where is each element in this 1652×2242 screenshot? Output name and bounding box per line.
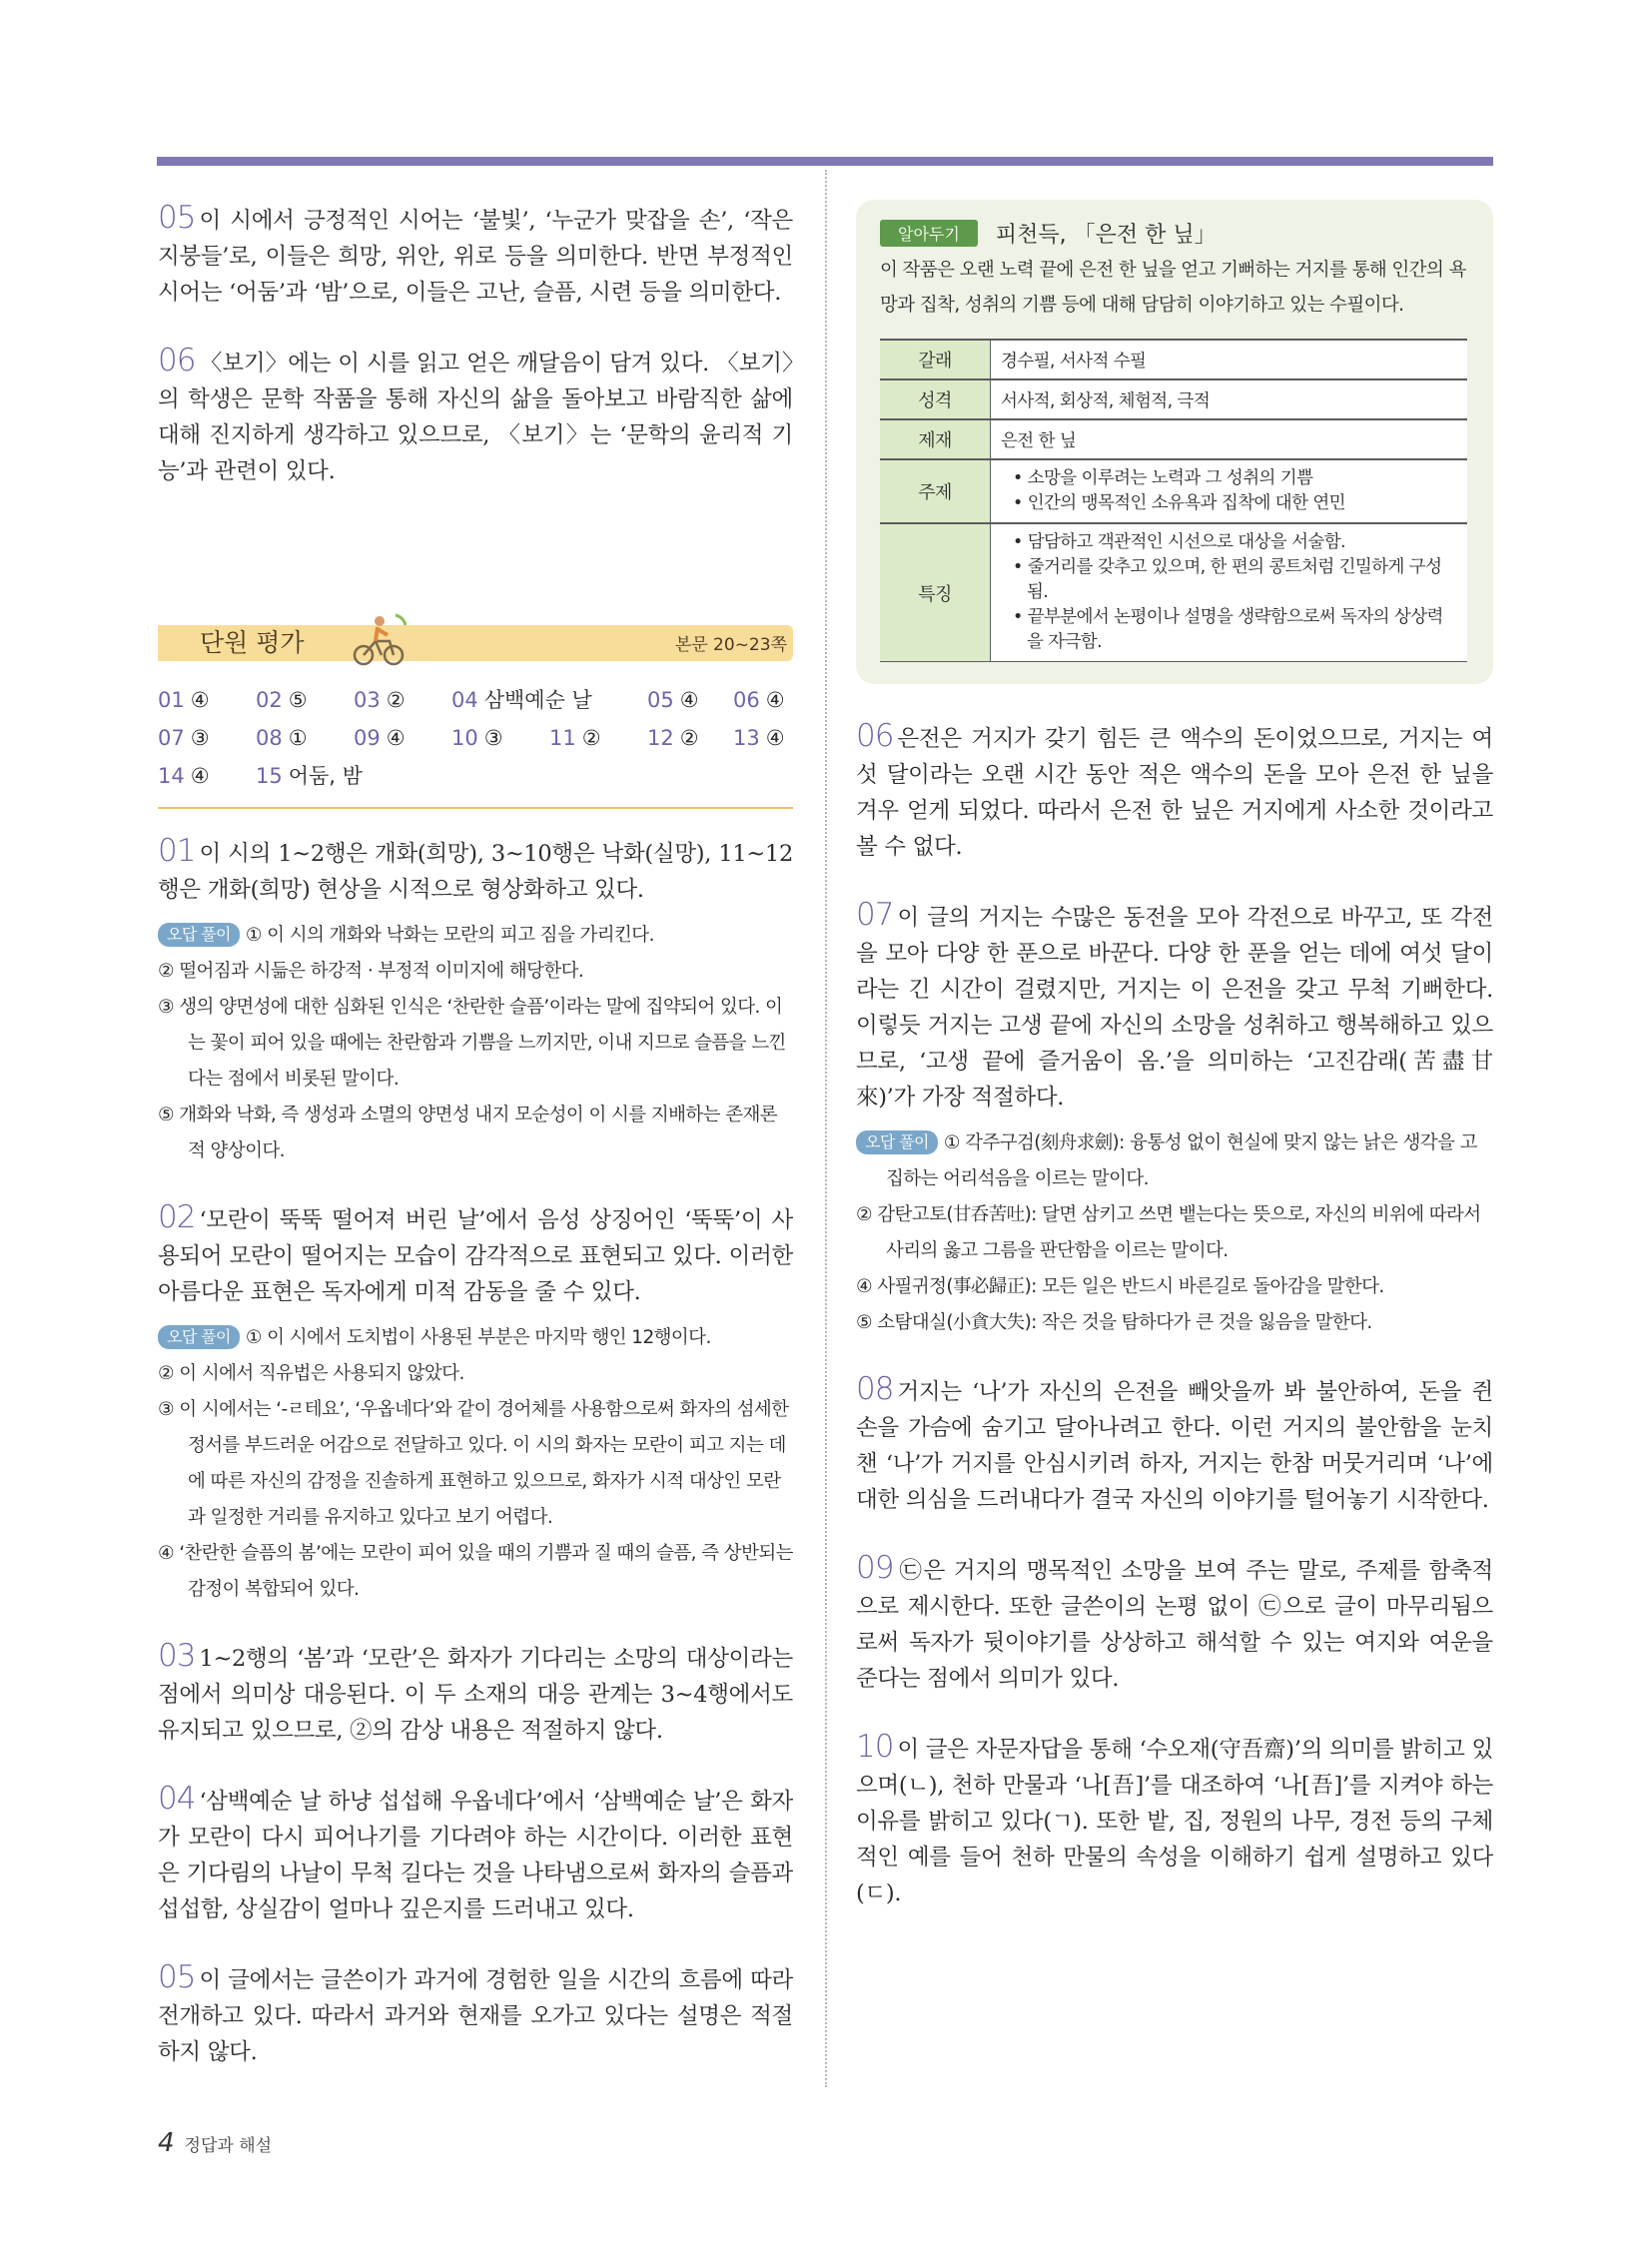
- left-column: [158, 200, 793, 2102]
- wrong-answer-notes: 오답 풀이 ① 이 시에서 도치법이 사용된 부분은 마지막 행인 12행이다. ② 이 시에서 직유법은 사용되지 않았다. ③ 이 시에서는 ‘-ㄹ테요’, ‘우옵네다’와 같이 경어체를 사용함으로써 화자의 섬세한 정서를 부드러운 어감으로 전달하고 있다. 이 시의 화자는 모란이 피고 지는 데에 따른 자신의 감정을 진솔하게 표현하고 있으므로, 화자가 시적 대상인 모란과 일정한 거리를 유지하고 있다고 보기 어렵다. ④ ‘찬란한 슬픔의 봄’에는 모란이 피어 있을 때의 기쁨과 질 때의 슬픔, 즉 상반되는 감정이 복합되어 있다.: [158, 1327, 793, 1600]
- answer-item: 06 ④: [733, 688, 785, 712]
- answer-item: 09 ④: [354, 726, 406, 750]
- wrong-answer-notes: 오답 풀이 ① 각주구검(刻舟求劍): 융통성 없이 현실에 맞지 않는 낡은 생각을 고집하는 어리석음을 이르는 말이다. ② 감탄고토(甘呑苦吐): 달면 삼키고 쓰면 뱉는다는 뜻으로, 자신의 비위에 따라서 사리의 옳고 그름을 판단함을 이르는 말이다. ④ 사필귀정(事必歸正): 모든 일은 반드시 바른길로 돌아감을 말한다. ⑤ 소탐대실(小貪大失): 작은 것을 탐하다가 큰 것을 잃음을 말한다.: [856, 1132, 1481, 1333]
- answer-row: [158, 681, 793, 719]
- answer-item: 10 ③: [451, 726, 503, 750]
- answer-paragraph: 08 거지는 ‘나’가 자신의 은전을 빼앗을까 봐 불안하여, 돈을 쥔 손을 가슴에 숨기고 달아나려고 한다. 이런 거지의 불안함을 눈치챈 ‘나’가 거지를 안심시키려 하자, 거지는 한참 머뭇거리며 ‘나’에 대한 의심을 드러내다가 결국 자신의 이야기를 털어놓기 시작한다.: [856, 1371, 1493, 1513]
- answer-item: 02 ⑤: [256, 688, 308, 712]
- page-footer: [158, 2128, 272, 2158]
- answer-item: 08 ①: [256, 726, 308, 750]
- answer-paragraph: 01 이 시의 1~2행은 개화(희망), 3~10행은 낙화(실망), 11~12행은 개화(희망) 현상을 시적으로 형상화하고 있다.: [158, 833, 793, 903]
- table-row: 갈래 경수필, 서사적 수필: [880, 340, 1467, 379]
- wrong-answer-notes: 오답 풀이 ① 이 시의 개화와 낙화는 모란의 피고 짐을 가리킨다. ② 떨어짐과 시듦은 하강적 · 부정적 이미지에 해당한다. ③ 생의 양면성에 대한 심화된 인식은 ‘찬란한 슬픔’이라는 말에 집약되어 있다. 이는 꽃이 피어 있을 때에는 찬란함과 기쁨을 느끼지만, 이내 지므로 슬픔을 느낀다는 점에서 비롯된 말이다. ⑤ 개화와 낙화, 즉 생성과 소멸의 양면성 내지 모순성이 이 시를 지배하는 존재론적 양상이다.: [158, 925, 786, 1161]
- info-box: [856, 200, 1493, 684]
- answer-paragraph: 02 ‘모란이 뚝뚝 떨어져 버린 날’에서 음성 상징어인 ‘뚝뚝’이 사용되어 모란이 떨어지는 모습이 감각적으로 표현되고 있다. 이러한 아름다운 표현은 독자에게 미적 감동을 줄 수 있다.: [158, 1199, 793, 1305]
- wrong-answer-tag: 오답 풀이: [158, 1325, 240, 1349]
- answer-item: 05 ④: [647, 688, 699, 712]
- answer-item: 01 ④: [158, 688, 210, 712]
- column-divider: [825, 170, 827, 2087]
- table-row: 특징 • 담담하고 객관적인 시선으로 대상을 서술함. • 줄거리를 갖추고 있으며, 한 편의 콩트처럼 긴밀하게 구성됨. • 끝부분에서 논평이나 설명을 생략함으로써 독자의 상상력을 자극함.: [880, 523, 1467, 662]
- work-info-table: [880, 339, 1467, 662]
- unit-test-banner: [158, 609, 793, 667]
- answer-paragraph: 10 이 글은 자문자답을 통해 ‘수오재(守吾齋)’의 의미를 밝히고 있으며(ㄴ), 천하 만물과 ‘나[吾]’를 대조하여 ‘나[吾]’를 지켜야 하는 이유를 밝히고 있다(ㄱ). 또한 밭, 집, 정원의 나무, 경전 등의 구체적인 예를 들어 천하 만물의 속성을 이해하기 쉽게 설명하고 있다(ㄷ).: [856, 1729, 1493, 1906]
- unit-pages: 본문 20~23쪽: [674, 635, 787, 655]
- answer-paragraph: 05 이 글에서는 글쓴이가 과거에 경험한 일을 시간의 흐름에 따라 전개하고 있다. 따라서 과거와 현재를 오가고 있다는 설명은 적절하지 않다.: [158, 1959, 793, 2065]
- cyclist-icon: [350, 609, 410, 667]
- wrong-answer-tag: 오답 풀이: [856, 1130, 938, 1154]
- answer-paragraph: 09 ㉢은 거지의 맹목적인 소망을 보여 주는 말로, 주제를 함축적으로 제시한다. 또한 글쓴이의 논평 없이 ㉢으로 글이 마무리됨으로써 독자가 뒷이야기를 상상하고 해석할 수 있는 여지와 여운을 준다는 점에서 의미가 있다.: [856, 1550, 1493, 1692]
- wrong-answer-tag: 오답 풀이: [158, 923, 240, 947]
- info-title: 피천득, 「은전 한 닢」: [995, 223, 1217, 248]
- table-row: 주제 • 소망을 이루려는 노력과 그 성취의 기쁨 • 인간의 맹목적인 소유욕과 집착에 대한 연민: [880, 459, 1467, 523]
- answer-item: 03 ②: [354, 688, 406, 712]
- info-description: 이 작품은 오랜 노력 끝에 은전 한 닢을 얻고 기뻐하는 거지를 통해 인간의 욕망과 집착, 성취의 기쁨 등에 대해 담담히 이야기하고 있는 수필이다.: [880, 260, 1466, 316]
- answer-paragraph: 03 1~2행의 ‘봄’과 ‘모란’은 화자가 기다리는 소망의 대상이라는 점에서 의미상 대응된다. 이 두 소재의 대응 관계는 3~4행에서도 유지되고 있으므로, ②의 감상 내용은 적절하지 않다.: [158, 1638, 793, 1744]
- answer-item: 14 ④: [158, 764, 210, 788]
- table-row: 제재 은전 한 닢: [880, 419, 1467, 459]
- answer-key-underline: [158, 807, 793, 809]
- answer-paragraph: 06 은전은 거지가 갖기 힘든 큰 액수의 돈이었으므로, 거지는 여섯 달이라는 오랜 시간 동안 적은 액수의 돈을 모아 은전 한 닢을 겨우 얻게 되었다. 따라서 은전 한 닢은 거지에게 사소한 것이라고 볼 수 없다.: [856, 718, 1493, 860]
- answer-paragraph: 04 ‘삼백예순 날 하냥 섭섭해 우옵네다’에서 ‘삼백예순 날’은 화자가 모란이 다시 피어나기를 기다려야 하는 시간이다. 이러한 표현은 기다림의 나날이 무척 길다는 것을 나타냄으로써 화자의 슬픔과 섭섭함, 상실감이 얼마나 깊은지를 드러내고 있다.: [158, 1781, 793, 1922]
- answer-item: 04 삼백예순 날: [451, 688, 592, 712]
- footer-label: 정답과 해설: [184, 2136, 273, 2156]
- answer-row: [158, 719, 793, 757]
- right-column: [856, 200, 1493, 1943]
- table-row: 성격 서사적, 회상적, 체험적, 극적: [880, 379, 1467, 419]
- unit-title: 단원 평가: [200, 628, 305, 657]
- info-tag: 알아두기: [880, 220, 978, 247]
- answer-item: 13 ④: [733, 726, 785, 750]
- page-number: 4: [158, 2128, 175, 2158]
- answer-paragraph: 07 이 글의 거지는 수많은 동전을 모아 각전으로 바꾸고, 또 각전을 모아 다양 한 푼으로 바꾼다. 다양 한 푼을 얻는 데에 여섯 달이라는 긴 시간이 걸렸지만, 거지는 이 은전을 갖고 무척 기뻐한다. 이렇듯 거지는 고생 끝에 자신의 소망을 성취하고 행복해하고 있으므로, ‘고생 끝에 즐거움이 옴.’을 의미하는 ‘고진감래(苦盡甘來)’가 가장 적절하다.: [856, 897, 1493, 1111]
- answer-paragraph: 05 이 시에서 긍정적인 시어는 ‘불빛’, ‘누군가 맞잡을 손’, ‘작은 지붕들’로, 이들은 희망, 위안, 위로 등을 의미한다. 반면 부정적인 시어는 ‘어둠’과 ‘밤’으로, 이들은 고난, 슬픔, 시련 등을 의미한다.: [158, 200, 793, 306]
- answer-item: 12 ②: [647, 726, 699, 750]
- answer-item: 07 ③: [158, 726, 210, 750]
- answer-key: [158, 681, 793, 795]
- answer-row: [158, 757, 793, 795]
- top-rule: [157, 157, 1493, 166]
- answer-paragraph: 06 〈보기〉에는 이 시를 읽고 얻은 깨달음이 담겨 있다. 〈보기〉의 학생은 문학 작품을 통해 자신의 삶을 돌아보고 바람직한 삶에 대해 진지하게 생각하고 있으므로, 〈보기〉는 ‘문학의 윤리적 기능’과 관련이 있다.: [158, 343, 793, 484]
- answer-item: 11 ②: [549, 726, 601, 750]
- answer-item: 15 어둠, 밤: [256, 764, 363, 788]
